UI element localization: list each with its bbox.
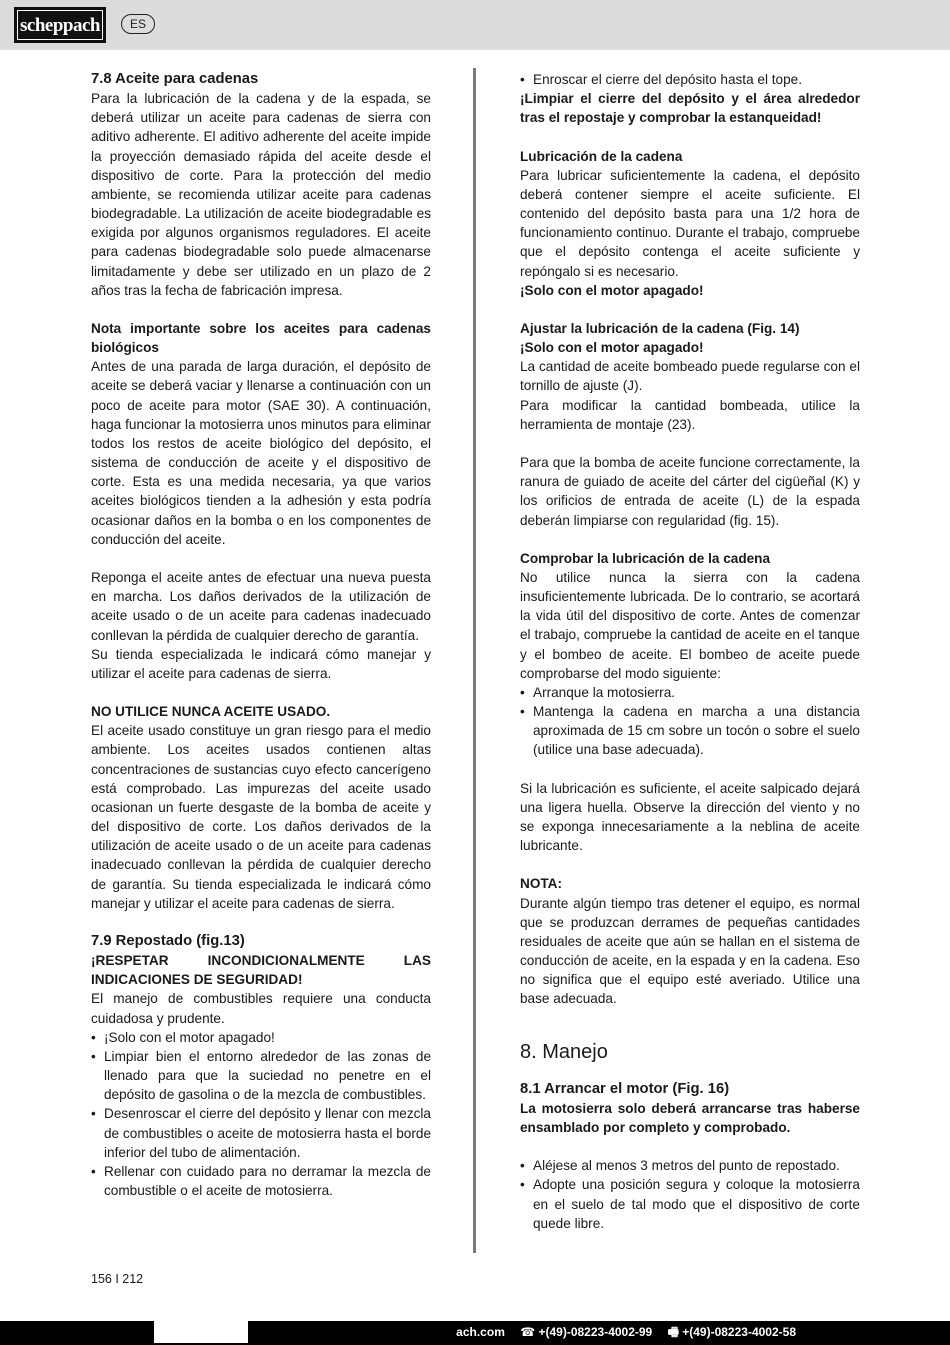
brand-logo: scheppach xyxy=(14,7,106,43)
fax-number: 🖷 +(49)-08223-4002-58 xyxy=(667,1325,796,1339)
safety-warning: ¡RESPETAR INCONDICIONALMENTE LAS INDICACIONES DE SEGURIDAD! xyxy=(91,953,431,988)
list-item: • Rellenar con cuidado para no derramar la mezcla de combustible o el aceite de motosierra. xyxy=(91,1162,431,1200)
list-item: • Enroscar el cierre del depósito hasta el tope. xyxy=(520,70,860,89)
list-item: • Aléjese al menos 3 metros del punto de repostado. xyxy=(520,1156,860,1175)
bullet-list xyxy=(520,1156,860,1233)
phone-number: ☎ +(49)-08223-4002-99 xyxy=(520,1325,653,1339)
paragraph: Para la lubricación de la cadena y de la espada, se deberá utilizar un aceite para cadenas de sierra con aditivo adherente. El aditivo adherente del aceite impide la proyección demasiado rápida del aceite desde el dispositivo de corte. Para la protección del medio ambiente, se recomienda utilizar aceite para cadenas biodegradable. La utilización de aceite biodegradable es exigida por algunos organismos reguladores. El aceite para cadenas biodegradable solo puede almacenarse limitadamente y debe ser utilizado en un plazo de 2 años tras la fecha de fabricación impresa. xyxy=(91,91,431,298)
footer-bar xyxy=(0,1321,950,1345)
list-item: • Adopte una posición segura y coloque la motosierra en el suelo de tal modo que el dispositivo de corte quede libre. xyxy=(520,1175,860,1232)
footer-contact xyxy=(444,1321,796,1345)
list-item: • ¡Solo con el motor apagado! xyxy=(91,1028,431,1047)
list-item: • Limpiar bien el entorno alrededor de las zonas de llenado para que la suciedad no penetre en el depósito de gasolina o de la mezcla de combustibles. xyxy=(91,1047,431,1104)
paragraph: Durante algún tiempo tras detener el equipo, es normal que se produzcan derrames de pequeñas cantidades residuales de aceite que aún se hallan en el sistema de conducción de aceite, en la espada y en la cadena. Eso no significa que el equipo esté averiado. Utilice una base adecuada. xyxy=(520,895,860,1007)
bullet-list xyxy=(520,70,860,89)
subheading-used-oil: NO UTILICE NUNCA ACEITE USADO. xyxy=(91,704,331,720)
paragraph: Para lubricar suficientemente la cadena, el depósito deberá contener siempre el aceite suficiente. El contenido del depósito basta para una 1/2 hora de funcionamiento continuo. Durante el trabajo, compruebe que el depósito contenga el aceite suficiente y repóngalo si es necesario. xyxy=(520,167,860,279)
paragraph: Antes de una parada de larga duración, el depósito de aceite se deberá vaciar y llenarse a continuación con un poco de aceite para motor (SAE 30). A continuación, haga funcionar la motosierra unos minutos para eliminar todos los restos de aceite biológico del depósito, el sistema de conducción de aceite y el dispositivo de corte. Esta es una medida necesaria, ya que varios aceites biológicos tienden a la adhesión y esta podría ocasionar daños en la bomba o en los componentes de conducción del aceite. xyxy=(91,359,431,547)
list-item: • Arranque la motosierra. xyxy=(520,683,860,702)
paragraph: El manejo de combustibles requiere una conducta cuidadosa y prudente. xyxy=(91,991,431,1026)
subheading-bio-oil: Nota importante sobre los aceites para cadenas biológicos xyxy=(91,321,431,356)
paragraph: Reponga el aceite antes de efectuar una nueva puesta en marcha. Los daños derivados de la utilización de aceite usado o de un aceite para cadenas inadecuado conllevan la pérdida de cualquier derecho de garantía. xyxy=(91,570,431,643)
subheading-adjust-lubrication: Ajustar la lubricación de la cadena (Fig. 14) xyxy=(520,321,800,336)
paragraph: Su tienda especializada le indicará cómo manejar y utilizar el aceite para cadenas de sierra. xyxy=(91,646,431,681)
note-heading: NOTA: xyxy=(520,876,563,892)
engine-off-warning: ¡Solo con el motor apagado! xyxy=(520,340,704,356)
header-bar xyxy=(0,0,950,50)
list-item: • Desenroscar el cierre del depósito y llenar con mezcla de combustibles o aceite de motosierra hasta el borde inferior del tubo de alimentación. xyxy=(91,1104,431,1161)
left-column xyxy=(91,70,431,1200)
chapter-title-8: 8. Manejo xyxy=(520,1040,608,1063)
paragraph: Para que la bomba de aceite funcione correctamente, la ranura de guiado de aceite del cárter del cigüeñal (K) y los orificios de entrada de aceite (L) de la espada deberán limpiarse con regularidad (fig. 15). xyxy=(520,455,860,528)
footer-white-block xyxy=(154,1321,248,1343)
paragraph: El aceite usado constituye un gran riesgo para el medio ambiente. Los aceites usados contienen altas concentraciones de sustancias cuyo efecto cancerígeno está comprobado. Las impurezas del aceite usado ocasionan un fuerte desgaste de la bomba de aceite y del dispositivo de corte. Los daños derivados de la utilización de aceite usado o de un aceite para cadenas inadecuado conllevan la pérdida de cualquier derecho de garantía. Su tienda especializada le indicará cómo manejar y utilizar el aceite para cadenas de sierra. xyxy=(91,723,431,911)
section-title-7-9: 7.9 Repostado (fig.13) xyxy=(91,932,245,949)
column-divider xyxy=(473,68,476,1253)
page-number: 156 I 212 xyxy=(91,1272,144,1286)
bullet-list xyxy=(520,683,860,760)
section-title-8-1: 8.1 Arrancar el motor (Fig. 16) xyxy=(520,1080,730,1097)
right-column xyxy=(520,70,860,1233)
engine-off-warning: ¡Solo con el motor apagado! xyxy=(520,282,704,298)
bullet-list xyxy=(91,1028,431,1200)
language-badge: ES xyxy=(121,14,155,34)
website-text: ach.com xyxy=(456,1325,505,1339)
paragraph: Si la lubricación es suficiente, el aceite salpicado dejará una ligera huella. Observe la dirección del viento y no se exponga innecesariamente a la neblina de aceite lubricante. xyxy=(520,780,860,854)
paragraph: La cantidad de aceite bombeado puede regularse con el tornillo de ajuste (J). xyxy=(520,359,860,394)
cleaning-warning: ¡Limpiar el cierre del depósito y el área alrededor tras el repostaje y comprobar la estanqueidad! xyxy=(520,91,860,126)
paragraph: Para modificar la cantidad bombeada, utilice la herramienta de montaje (23). xyxy=(520,397,860,432)
paragraph: No utilice nunca la sierra con la cadena insuficientemente lubricada. De lo contrario, se acortará la vida útil del dispositivo de corte. Antes de comenzar el trabajo, compruebe la cantidad de aceite en el tanque y el bombeo de aceite. El bombeo de aceite puede comprobarse del modo siguiente: xyxy=(520,570,860,681)
list-item: • Mantenga la cadena en marcha a una distancia aproximada de 15 cm sobre un tocón o sobre el suelo (utilice una base adecuada). xyxy=(520,702,860,759)
subheading-chain-lubrication: Lubricación de la cadena xyxy=(520,148,683,164)
start-warning: La motosierra solo deberá arrancarse tras haberse ensamblado por completo y comprobado. xyxy=(520,1100,860,1136)
section-title-7-8: 7.8 Aceite para cadenas xyxy=(91,71,259,87)
subheading-check-lubrication: Comprobar la lubricación de la cadena xyxy=(520,550,771,566)
